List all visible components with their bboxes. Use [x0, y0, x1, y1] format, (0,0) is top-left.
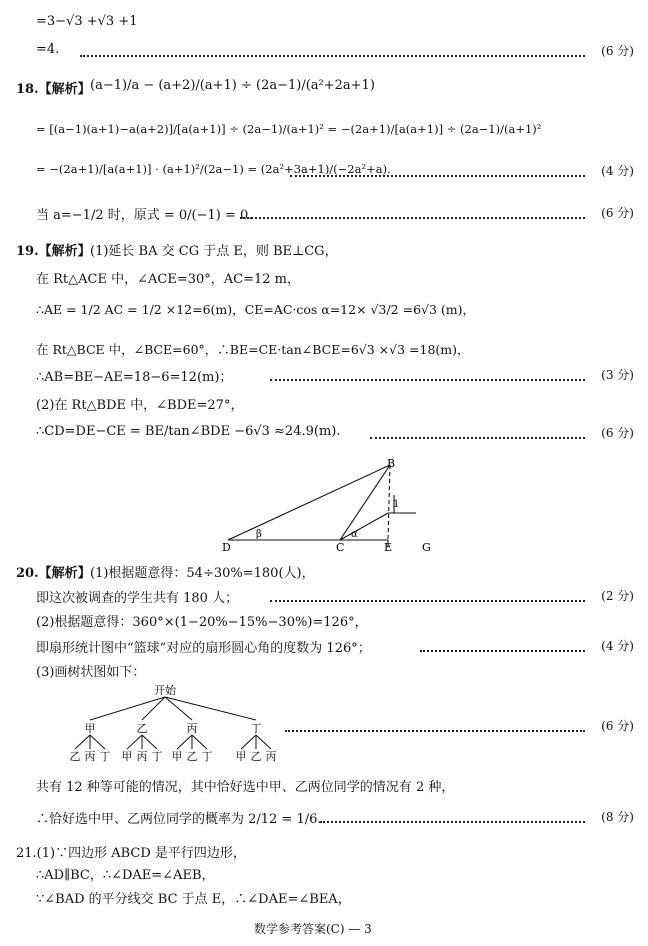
q20-line-5: (3)画树状图如下：	[36, 665, 146, 680]
q18-expr-b: ÷ (2a−1)/(a²+2a+1)	[240, 78, 375, 93]
tree-branch	[177, 735, 192, 749]
label-e: E	[384, 541, 393, 554]
q18-expr-a: (a−1)/a − (a+2)/(a+1)	[90, 78, 237, 93]
tree-branch	[256, 735, 271, 749]
score-label: (6 分)	[601, 719, 634, 733]
dot-leader	[270, 600, 585, 602]
line-1: =3−√3 +√3 +1	[36, 14, 138, 29]
tree-branch	[192, 735, 207, 749]
q18-label: 18.【解析】	[16, 82, 91, 97]
tree-branch	[75, 735, 90, 749]
tree-node-level2: 乙	[250, 750, 262, 763]
score-label: (8 分)	[601, 810, 634, 824]
tree-diagram	[0, 682, 648, 768]
q19-line-2: 在 Rt△ACE 中，∠ACE=30°，AC=12 m，	[36, 272, 300, 287]
tree-node-level2: 丁	[201, 750, 213, 763]
segment-ce	[340, 513, 388, 540]
line-2: =4.	[36, 42, 60, 57]
tree-node-level2: 丙	[84, 750, 96, 763]
q19-line-6: (2)在 Rt△BDE 中，∠BDE=27°，	[36, 398, 244, 413]
dot-leader	[80, 55, 585, 57]
q19-label: 19.【解析】	[16, 244, 91, 259]
q21-line-3: ∵∠BAD 的平分线交 BC 于点 E，∴∠DAE=∠BEA，	[36, 892, 351, 907]
score-label: (3 分)	[601, 368, 634, 382]
tree-branch	[127, 735, 142, 749]
tree-node-level1: 丁	[250, 722, 262, 735]
dot-leader	[285, 730, 585, 732]
score-label: (6 分)	[601, 44, 634, 58]
q18-line-4: 当 a=−1/2 时，原式 = 0/(−1) = 0.	[36, 208, 253, 223]
q19-line-3: ∴AE = 1/2 AC = 1/2 ×12=6(m)，CE=AC·cos α=12× √3/2 =6√3 (m)，	[36, 302, 476, 317]
q18-expr	[90, 78, 375, 93]
q18-line-3: = −(2a+1)/[a(a+1)] · (a+1)²/(2a−1) = (2a²+3a+1)/(−2a²+a).	[36, 162, 391, 176]
dot-leader	[370, 437, 585, 439]
q20-line-1: (1)根据题意得：54÷30%=180(人)，	[90, 566, 315, 581]
q21-line-1: 21.(1)∵四边形 ABCD 是平行四边形，	[16, 846, 246, 861]
tree-node-level2: 丙	[136, 750, 148, 763]
dot-leader	[270, 379, 585, 381]
q19-line-1: (1)延长 BA 交 CG 于点 E，则 BE⊥CG，	[90, 244, 338, 259]
label-alpha: α	[351, 529, 358, 540]
geometry-figure	[0, 455, 648, 560]
tree-node-level2: 丁	[151, 750, 163, 763]
tree-node-level1: 乙	[136, 722, 148, 735]
tree-branch	[90, 735, 105, 749]
tree-node-level2: 丙	[265, 750, 277, 763]
page-footer: 数学参考答案(C) — 3	[254, 922, 372, 936]
q20-line-2: 即这次被调查的学生共有 180 人；	[36, 591, 239, 606]
dot-leader	[240, 217, 585, 219]
tree-node-level2: 甲	[171, 750, 183, 763]
score-label: (4 分)	[601, 164, 634, 178]
score-label: (6 分)	[601, 426, 634, 440]
q20-line-6: 共有 12 种等可能的情况，其中恰好选中甲、乙两位同学的情况有 2 种，	[36, 780, 455, 795]
label-d: D	[222, 541, 231, 554]
dot-leader	[320, 821, 585, 823]
q18-line-2: = [(a−1)(a+1)−a(a+2)]/[a(a+1)] ÷ (2a−1)/(a+1)² = −(2a+1)/[a(a+1)] ÷ (2a−1)/(a+1)²	[36, 122, 542, 136]
score-label: (4 分)	[601, 639, 634, 653]
score-label: (6 分)	[601, 206, 634, 220]
dot-leader	[290, 175, 585, 177]
q19-line-7: ∴CD=DE−CE = BE/tan∠BDE −6√3 ≈24.9(m).	[36, 424, 341, 439]
q20-line-7: ∴恰好选中甲、乙两位同学的概率为 2/12 = 1/6.	[36, 812, 322, 827]
tree-branch	[142, 735, 157, 749]
tree-node-level2: 乙	[186, 750, 198, 763]
segment-be	[388, 465, 390, 540]
label-one: 1	[393, 499, 400, 510]
q19-line-4: 在 Rt△BCE 中，∠BCE=60°，∴BE=CE·tan∠BCE=6√3 ×√3 =18(m)，	[36, 342, 470, 357]
label-c: C	[336, 541, 345, 554]
tree-node-level2: 丁	[99, 750, 111, 763]
q21-line-2: ∴AD∥BC，∴∠DAE=∠AEB，	[36, 868, 215, 883]
tree-branch	[241, 735, 256, 749]
tree-node-level2: 甲	[235, 750, 247, 763]
tree-node-level1: 丙	[186, 722, 198, 735]
tree-node-level2: 乙	[69, 750, 81, 763]
label-beta: β	[256, 529, 262, 540]
label-g: G	[422, 541, 431, 554]
tree-node-level1: 甲	[84, 722, 96, 735]
q20-line-3: (2)根据题意得：360°×(1−20%−15%−30%)=126°，	[36, 615, 368, 630]
q20-label: 20.【解析】	[16, 566, 91, 581]
segment-db	[228, 465, 390, 540]
dot-leader	[420, 650, 585, 652]
q19-line-5: ∴AB=BE−AE=18−6=12(m)；	[36, 370, 233, 385]
q20-line-4: 即扇形统计图中“篮球”对应的扇形圆心角的度数为 126°；	[36, 641, 371, 656]
label-b: B	[387, 457, 396, 470]
tree-root: 开始	[154, 684, 176, 697]
score-label: (2 分)	[601, 589, 634, 603]
tree-node-level2: 甲	[121, 750, 133, 763]
